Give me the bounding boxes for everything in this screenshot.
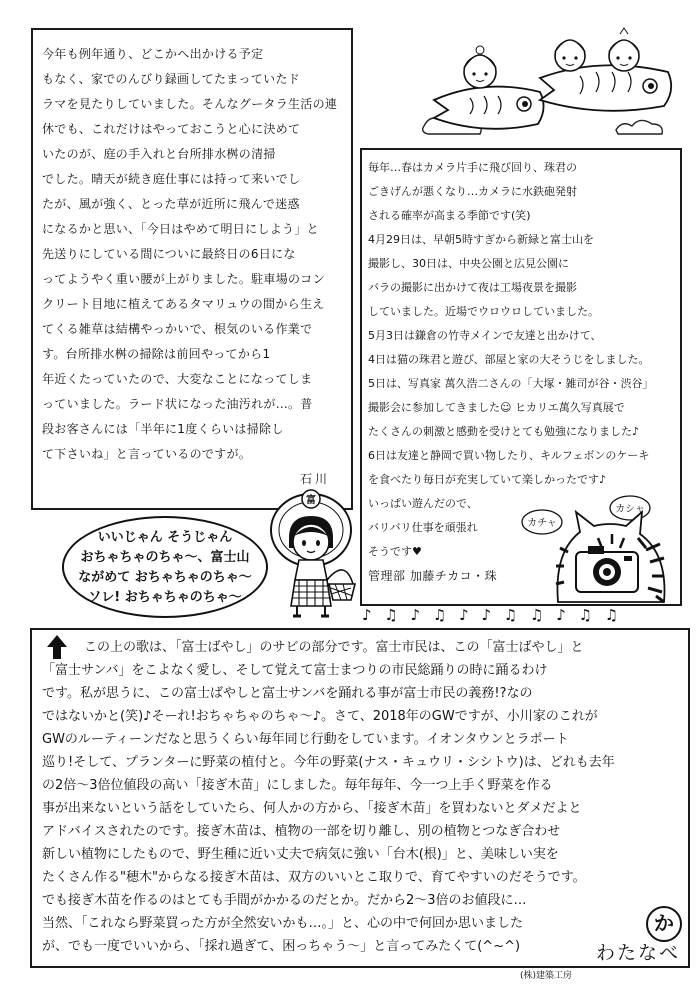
text-line: です。私が思うに、この富士ばやしと富士サンバを踊れる事が富士市民の義務!?なの	[42, 686, 533, 701]
text-line: が、でも一度でいいから、「採れ過ぎて、困っちゃう～」と言ってみたくて(^~^)	[42, 939, 521, 954]
text-line: 撮影し、30日は、中央公園と広見公園に	[368, 257, 569, 270]
text-line: 6日は友達と静岡で買い物したり、キルフェボンのケーキ	[368, 449, 650, 462]
text-line: 新しい植物にしたもので、野生種に近い丈夫で病気に強い「台木(根)」と、美味しい実を	[42, 847, 559, 862]
company-name: (株)建築工房	[520, 971, 573, 981]
carp-streamer-left	[434, 87, 544, 129]
bubble-text-right: カシャ	[615, 504, 645, 515]
up-arrow-icon	[46, 633, 68, 661]
text-line: GWのルーティーンだなと思うくらい毎年同じ行動をしています。イオンタウンとラポート	[42, 732, 569, 747]
text-line: そうです♥	[368, 545, 422, 558]
bubble-text-left: カチャ	[527, 518, 557, 529]
text-line: いっぱい遊んだので、	[368, 497, 478, 510]
author-signature: わたなべ	[595, 942, 680, 964]
text-line: ではないかと(笑)♪そーれ!おちゃちゃのちゃ～♪。さて、2018年のGWですが、小川家のこれが	[42, 709, 598, 724]
child-figure-right	[609, 28, 639, 71]
cloud-right	[616, 120, 662, 134]
text-line: たくさん作る"穂木"からなる接ぎ木苗は、双方のいいとこ取りで、育てやすいのだそうです。	[42, 870, 586, 885]
text-line: 当然、「これなら野菜買った方が全然安いかも…。」と、心の中で何回か思いました	[42, 916, 524, 931]
song-line: おちゃちゃのちゃ～、富士山	[80, 550, 250, 565]
basket	[327, 570, 355, 600]
column-watanabe	[30, 628, 690, 968]
text-line: される確率が高まる季節です(笑)	[368, 209, 531, 222]
child-figure-left	[464, 46, 496, 88]
song-line: いいじゃん そうじゃん	[97, 530, 233, 545]
hat-emblem	[302, 490, 320, 508]
text-line: ラマを見たりしていました。そんなグータラ生活の連	[42, 97, 338, 111]
speech-bubble-right	[610, 496, 650, 520]
hat-mark-text: 富	[306, 495, 316, 506]
text-line: バリバリ仕事を頑張れ	[368, 521, 478, 534]
camera-icon	[576, 546, 638, 592]
text-line: でした。晴天が続き庭仕事には持って来いでし	[42, 172, 301, 186]
text-line: でも接ぎ木苗を作るのはとても手間がかかるのだとか。だから2～3倍のお値段に…	[42, 893, 527, 908]
speech-bubble-left	[522, 510, 562, 534]
text-line: 今年も例年通り、どこかへ出かける予定	[42, 47, 264, 61]
text-line: 4月29日は、早朝5時すぎから新緑と富士山を	[368, 233, 594, 246]
text-line: て下さいね」と言っているのですが。	[42, 447, 252, 461]
child-figure-middle	[555, 40, 585, 71]
text-line: アドバイスされたのです。接ぎ木苗は、植物の一部を切り離し、別の植物とつなぎ合わせ	[42, 824, 561, 839]
kana-badge: か	[646, 906, 682, 942]
text-line: バラの撮影に出かけて夜は工場夜景を撮影	[368, 281, 577, 294]
column-ishikawa	[31, 28, 353, 510]
text-line: 5日は、写真家 萬久浩二さんの「大塚・雑司が谷・渋谷」	[368, 377, 654, 390]
text-line: 休でも、これだけはやっておこうと心に決めて	[42, 122, 301, 136]
text-line: 事が出来ないという話をしていたら、何人かの方から、「接ぎ木苗」を買わないとダメだよと	[42, 801, 582, 816]
text-line: す。台所排水桝の掃除は前回やってから1	[42, 347, 271, 361]
text-line: この上の歌は、「富士ばやし」のサビの部分です。富士市民は、この「富士ばやし」と	[84, 640, 584, 655]
text-line: 5月3日は鎌倉の竹寺メインで友達と出かけて、	[368, 329, 602, 342]
text-line: たが、風が強く、とった草が近所に飛んで迷惑	[42, 197, 300, 211]
song-line: ながめて おちゃちゃのちゃ～	[78, 570, 252, 585]
text-line: っていました。ラード状になった油汚れが…。普	[42, 397, 313, 411]
text-line: 「富士サンバ」をこよなく愛し、そして覚えて富士まつりの市民総踊りの時に踊るわけ	[42, 663, 548, 678]
text-line: もなく、家でのんびり録画してたまっていたド	[42, 72, 301, 86]
text-line: していました。近場でウロウロしていました。	[368, 305, 599, 318]
text-line: クリート目地に植えてあるタマリュウの間から生え	[42, 297, 325, 311]
dress	[291, 560, 331, 616]
text-line: 毎年…春はカメラ片手に飛び回り、珠君の	[368, 161, 577, 174]
text-line: の2倍～3倍位値段の高い「接ぎ木苗」にしました。毎年毎年、今一つ上手く野菜を作る	[42, 778, 553, 793]
song-speech-bubble	[62, 516, 268, 618]
cat-camera-illustration	[518, 490, 680, 604]
text-line: 巡り!そして、プランターに野菜の植付と。今年の野菜(ナス・キュウリ・シシトウ)は、どれも去年	[42, 755, 615, 770]
koinobori-illustration	[420, 26, 680, 144]
text-line: 年近くたっていたので、大変なことになってしま	[42, 372, 313, 386]
music-notes-decoration: ♪ ♫ ♪ ♫ ♪ ♪ ♫ ♫ ♪ ♫ ♫	[362, 606, 623, 624]
author-signature: 石川	[299, 472, 330, 486]
text-line: になるかと思い、「今日はやめて明日にしよう」と	[42, 222, 319, 236]
text-line: 4日は猫の珠君と遊び、部屋と家の大そうじをしました。	[368, 353, 650, 366]
text-line: を食べたり毎日が充実していて楽しかったです♪	[368, 473, 607, 486]
song-line: ソレ! おちゃちゃのちゃ～	[88, 590, 242, 605]
girl-character-illustration	[265, 488, 357, 622]
text-line: たくさんの刺激と感動を受けとても勉強になりました♪	[368, 425, 640, 438]
text-line: いたのが、庭の手入れと台所排水桝の清掃	[42, 147, 276, 161]
carp-streamer-right	[540, 65, 671, 111]
text-line: ってようやく重い腰が上がりました。駐車場のコン	[42, 272, 325, 286]
text-line: 先送りにしている間についに最終日の6日にな	[42, 247, 296, 261]
text-line: 撮影会に参加してきました☺ ヒカリエ萬久写真展で	[368, 401, 625, 414]
text-line: ごきげんが悪くなり…カメラに水鉄砲発射	[368, 185, 577, 198]
text-line: 段お客さんには「半年に1度くらいは掃除し	[42, 422, 284, 436]
text-line: てくる雑草は結構やっかいで、根気のいる作業で	[42, 322, 313, 336]
author-signature: 管理部 加藤チカコ・珠	[368, 569, 498, 583]
